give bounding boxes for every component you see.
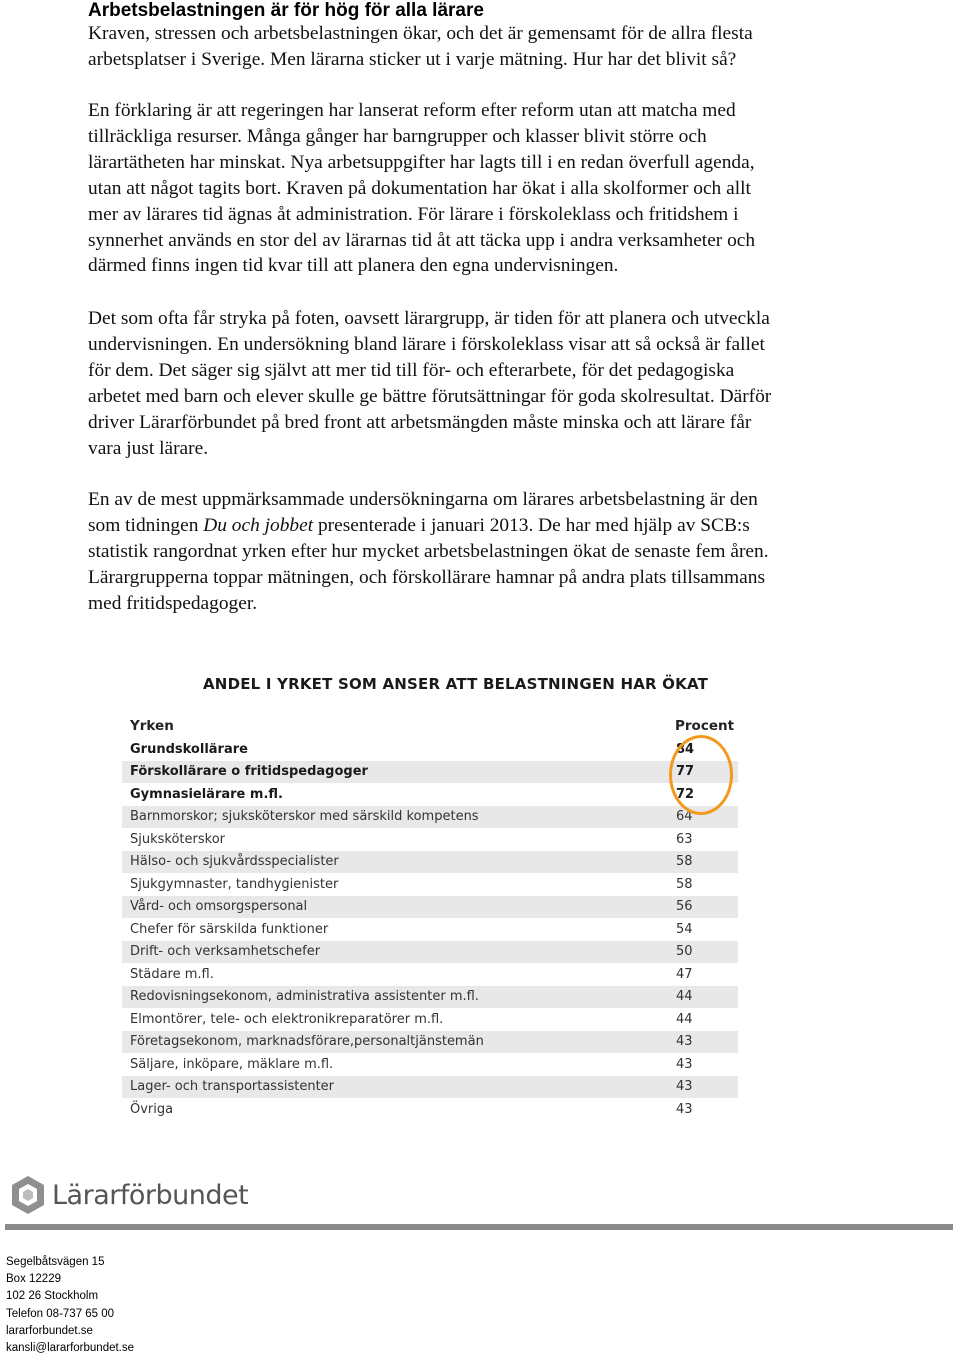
percent-value: 56 [676,899,693,915]
footer-address [6,1254,134,1357]
table-row [122,896,738,919]
paragraph-line: Det som ofta får stryka på foten, oavsett lärargrupp, är tiden för att planera och utveckla [88,308,770,329]
table-row [122,873,738,896]
paragraph-3 [88,306,888,461]
table-row [122,1053,738,1076]
paragraph-line: därmed finns ingen tid kvar till att planera den egna undervisningen. [88,255,619,277]
percent-value: 47 [676,966,693,982]
table-row [122,941,738,964]
occupation-label: Barnmorskor; sjuksköterskor med särskild kompetens [130,809,479,825]
website-link[interactable]: lararforbundet.se [6,1324,93,1337]
percent-value: 43 [676,1056,693,1072]
occupation-label: Chefer för särskilda funktioner [130,921,329,937]
paragraph-line: Kraven, stressen och arbetsbelastningen ökar, och det är gemensamt för de allra flesta [88,23,753,44]
logo-wordmark: Lärarförbundet [52,1179,249,1211]
percent-value: 44 [676,1011,693,1027]
paragraph-line: utan att något tagits bort. Kraven på dokumentation har ökat i alla skolformer och allt [88,177,751,199]
highlight-circle [669,735,733,815]
percent-value: 43 [676,1101,693,1117]
paragraph-line: för dem. Det säger sig självt att mer tid till för- och efterarbete, för det pedagogiska [88,359,735,381]
paragraph-line: synnerhet används en stor del av lärarnas tid åt att täcka upp i andra verksamheter och [88,229,756,251]
table-row [122,851,738,874]
occupation-label: Redovisningsekonom, administrativa assistenter m.fl. [130,989,479,1005]
occupation-label: Städare m.fl. [130,966,214,982]
table-row [122,828,738,851]
paragraph-line: med fritidspedagoger. [88,592,258,614]
table-row [122,761,738,784]
paragraph-line: arbetsplatser i Sverige. Men lärarna sticker ut i varje mätning. Hur har det blivit så? [88,48,737,70]
percent-value: 77 [676,764,695,780]
address-line: Box 12229 [6,1273,61,1286]
percent-value: 54 [676,921,693,937]
address-line: 102 26 Stockholm [6,1290,99,1303]
paragraph-line: En av de mest uppmärksammade undersökningarna om lärares arbetsbelastning är den [88,489,758,510]
occupation-label: Elmontörer, tele- och elektronikreparatörer m.fl. [130,1011,444,1027]
paragraph-line: mer av lärares tid ägnas åt administration. För lärare i förskoleklass och fritidshem i [88,203,739,225]
occupation-label: Sjuksköterskor [130,831,225,847]
hexagon-logo-icon [10,1175,46,1215]
percent-value: 58 [676,854,693,870]
table-row [122,738,738,761]
footer-divider [5,1224,953,1230]
footer-logo [10,1175,248,1215]
publication-title: Du och jobbet [203,514,314,536]
table-row [122,1031,738,1054]
occupation-label: Vård- och omsorgspersonal [130,899,308,915]
text-segment: som tidningen [88,514,204,536]
paragraph-line: undervisningen. En undersökning bland lärare i förskoleklass visar att så också är fallet [88,333,765,355]
paragraph-line: tillräckliga resurser. Många gånger har barngrupper och klasser blivit större och [88,125,707,147]
occupation-label: Sjukgymnaster, tandhygienister [130,876,339,892]
percent-value: 44 [676,989,693,1005]
percent-value: 63 [676,831,693,847]
paragraph-line: Lärargrupperna toppar mätningen, och förskollärare hamnar på andra plats tillsammans [88,566,765,588]
paragraph-line: arbetet med barn och elever skulle ge bättre förutsättningar för goda skolresultat. Därför [88,385,772,407]
chart-title: ANDEL I YRKET SOM ANSER ATT BELASTNINGEN HAR ÖKAT [203,675,709,693]
percent-value: 43 [676,1079,693,1095]
occupation-label: Hälso- och sjukvårdsspecialister [130,854,339,870]
paragraph-line [88,513,888,539]
paragraph-line: En förklaring är att regeringen har lanserat reform efter reform utan att matcha med [88,100,736,121]
column-header-procent: Procent [675,718,735,734]
percent-value: 84 [676,741,695,757]
occupation-table [122,738,738,1121]
paragraph-1 [88,21,888,73]
table-row [122,918,738,941]
occupation-label: Säljare, inköpare, mäklare m.fl. [130,1056,334,1072]
paragraph-line: lärartätheten har minskat. Nya arbetsuppgifter har lagts till i en redan överfull agenda, [88,151,755,173]
email-link[interactable]: kansli@lararforbundet.se [6,1342,135,1355]
percent-value: 50 [676,944,693,960]
occupation-label: Grundskollärare [130,741,248,757]
paragraph-line: driver Lärarförbundet på bred front att arbetsmängden måste minska och att lärare får [88,411,752,433]
table-row [122,986,738,1009]
percent-value: 72 [676,786,695,802]
occupation-label: Företagsekonom, marknadsförare,personaltjänstemän [130,1034,484,1050]
occupation-label: Övriga [130,1101,174,1117]
percent-value: 43 [676,1034,693,1050]
occupation-label: Lager- och transportassistenter [130,1079,335,1095]
paragraph-2 [88,98,888,279]
table-row [122,963,738,986]
address-line: Segelbåtsvägen 15 [6,1256,105,1268]
table-row [122,1098,738,1121]
paragraph-line: vara just lärare. [88,437,209,459]
percent-value: 64 [676,809,693,825]
occupation-label: Drift- och verksamhetschefer [130,944,321,960]
paragraph-line: statistik rangordnat yrken efter hur mycket arbetsbelastningen ökat de senaste fem åren. [88,540,769,562]
occupation-label: Förskollärare o fritidspedagoger [130,764,368,780]
table-row [122,1076,738,1099]
percent-value: 58 [676,876,693,892]
article-heading: Arbetsbelastningen är för hög för alla lärare [88,0,484,21]
occupation-label: Gymnasielärare m.fl. [130,786,283,802]
table-row [122,1008,738,1031]
address-line: Telefon 08-737 65 00 [6,1307,115,1320]
text-segment: presenterade i januari 2013. De har med hjälp av SCB:s [313,514,750,536]
column-header-yrken: Yrken [130,718,174,734]
table-row [122,806,738,829]
paragraph-4 [88,487,888,617]
table-row [122,783,738,806]
